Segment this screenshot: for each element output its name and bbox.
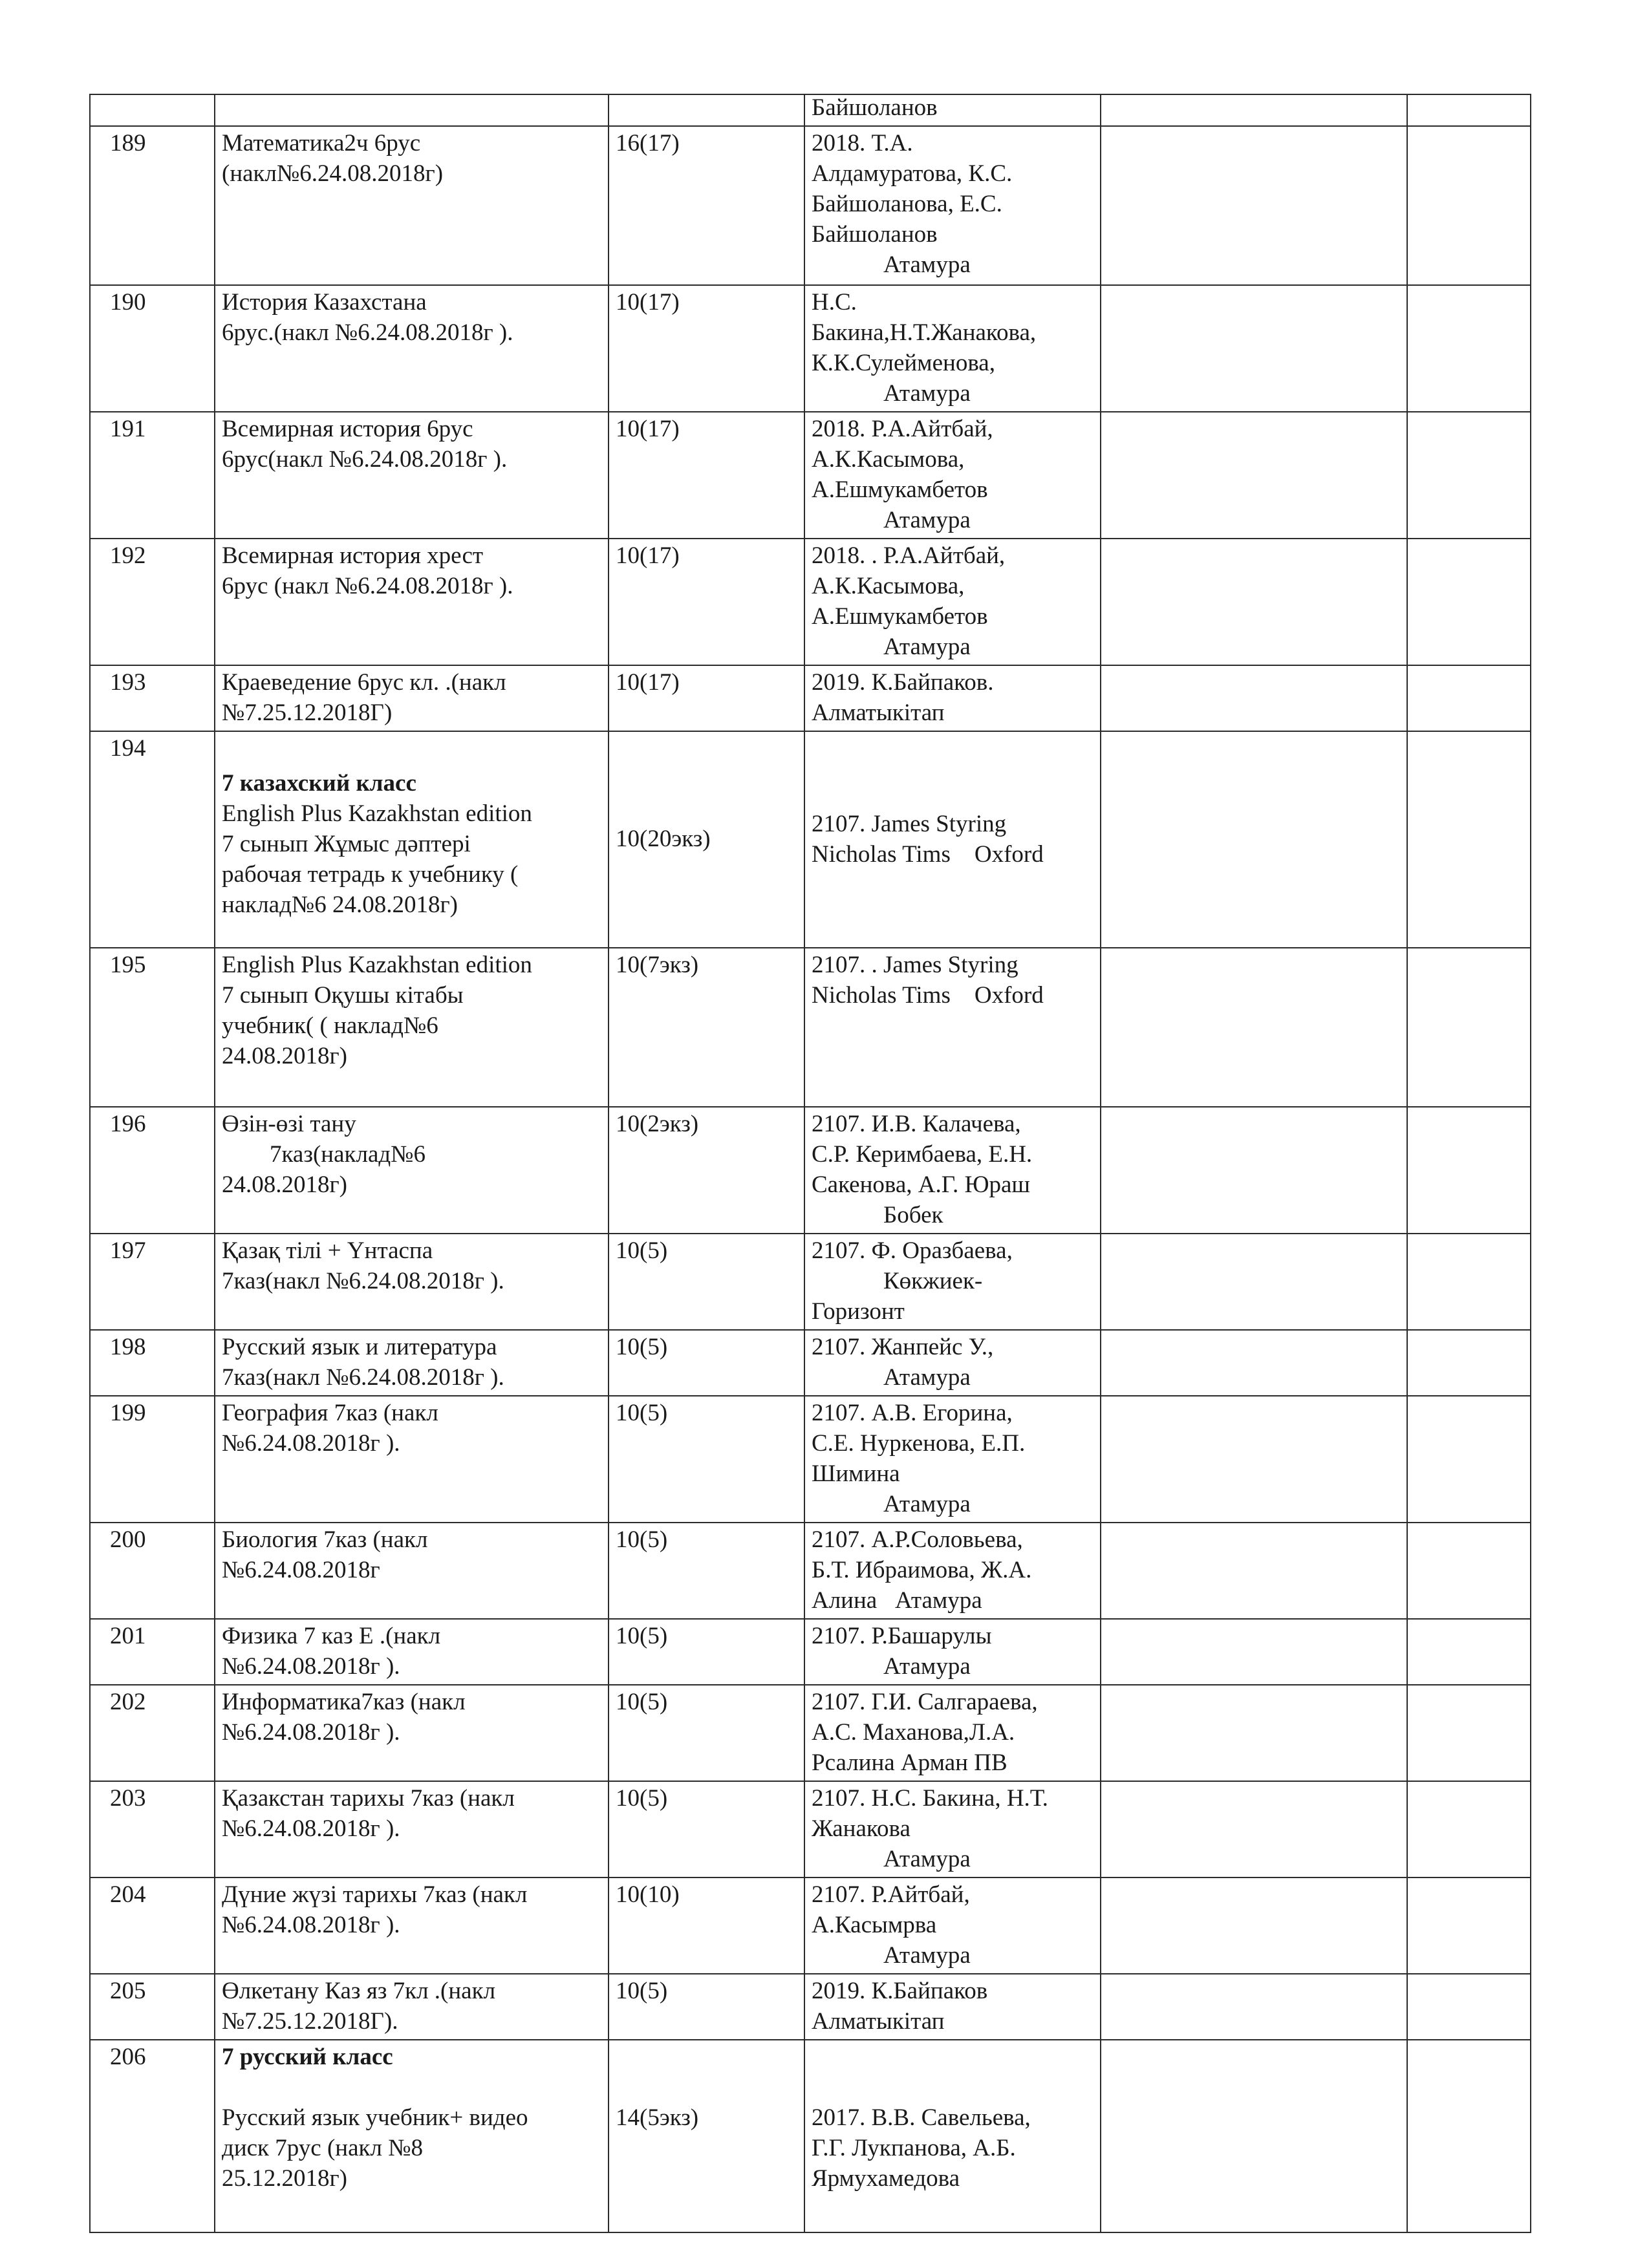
author-line: Байшоланова, Е.С.: [812, 191, 1002, 217]
row-number-cell: 194: [90, 731, 215, 948]
author-line: Бобек: [812, 1202, 943, 1228]
empty-cell: [1101, 2040, 1407, 2232]
title-line: Биология 7каз (накл: [222, 1526, 428, 1553]
spacer: [812, 2042, 1094, 2072]
title-cell: [215, 1619, 609, 1685]
table-row: [90, 1685, 1531, 1781]
empty-cell: [1101, 1107, 1407, 1234]
row-number-cell: 197: [90, 1234, 215, 1330]
title-line: №6.24.08.2018г ).: [222, 1653, 400, 1680]
table-row: [90, 1523, 1531, 1619]
author-line: Бакина,Н.Т.Жанакова,: [812, 319, 1037, 346]
author-line: А.К.Касымова,: [812, 446, 965, 473]
title-cell: [215, 2040, 609, 2232]
author-line: Атамура: [812, 380, 971, 407]
title-line: №6.24.08.2018г ).: [222, 1815, 400, 1842]
author-line: Рсалина Арман ПВ: [812, 1749, 1008, 1776]
author-line: 2018. Р.А.Айтбай,: [812, 416, 993, 442]
empty-cell: [1101, 731, 1407, 948]
author-line: С.Е. Нуркенова, Е.П.: [812, 1430, 1026, 1457]
empty-cell: [1407, 1330, 1531, 1396]
empty-cell: [1101, 1523, 1407, 1619]
title-line: диск 7рус (накл №8: [222, 2135, 423, 2161]
author-line: Атамура: [812, 507, 971, 533]
empty-cell: [1407, 1781, 1531, 1878]
title-line: Краеведение 6рус кл. .(накл: [222, 669, 506, 696]
spacer: [616, 2042, 797, 2072]
author-line: К.К.Сулейменова,: [812, 350, 995, 376]
title-line: География 7каз (накл: [222, 1400, 438, 1426]
row-number-cell: 195: [90, 948, 215, 1107]
table-row: [90, 1781, 1531, 1878]
author-line: Атамура: [812, 1846, 971, 1872]
section-heading: 7 казахский класс: [222, 770, 416, 797]
author-line: 2107. Ф. Оразбаева,: [812, 1237, 1013, 1264]
title-cell: [215, 1878, 609, 1974]
author-line: Nicholas Tims Oxford: [812, 982, 1044, 1009]
quantity-cell: 10(2экз): [609, 1107, 804, 1234]
title-cell: [215, 412, 609, 539]
empty-cell: [1101, 1685, 1407, 1781]
author-publisher-cell: [804, 1781, 1101, 1878]
empty-cell: [1101, 1330, 1407, 1396]
author-line: 2107. А.В. Егорина,: [812, 1400, 1013, 1426]
title-line: Өзін-өзі тану: [222, 1111, 356, 1137]
row-number-cell: 203: [90, 1781, 215, 1878]
title-line: №7.25.12.2018Г): [222, 700, 393, 726]
empty-cell: [1407, 1396, 1531, 1523]
author-line: 2019. К.Байпаков: [812, 1978, 988, 2004]
title-line: №6.24.08.2018г ).: [222, 1719, 400, 1746]
title-line: Математика2ч 6рус: [222, 130, 421, 156]
title-cell: [215, 539, 609, 665]
quantity-cell: 10(5): [609, 1619, 804, 1685]
title-cell: [215, 1781, 609, 1878]
quantity-cell: 10(5): [609, 1330, 804, 1396]
title-line: Информатика7каз (накл: [222, 1689, 466, 1715]
spacer: [812, 2072, 1094, 2102]
author-line: Көкжиек-: [812, 1268, 983, 1294]
author-line: А.Ешмукамбетов: [812, 476, 988, 503]
author-publisher-cell: [804, 94, 1101, 126]
title-line: 24.08.2018г): [222, 1171, 347, 1198]
empty-cell: [1101, 1234, 1407, 1330]
row-number-cell: 192: [90, 539, 215, 665]
title-line: 6рус (накл №6.24.08.2018г ).: [222, 573, 513, 599]
title-cell: [215, 1234, 609, 1330]
quantity-cell: 10(17): [609, 665, 804, 731]
quantity-cell: 10(5): [609, 1974, 804, 2040]
quantity-cell: 10(5): [609, 1781, 804, 1878]
row-number-cell: 204: [90, 1878, 215, 1974]
empty-cell: [1407, 1685, 1531, 1781]
quantity-cell: 10(17): [609, 539, 804, 665]
table-row: [90, 665, 1531, 731]
empty-cell: [1407, 126, 1531, 285]
title-cell: [215, 126, 609, 285]
title-line: (накл№6.24.08.2018г): [222, 160, 444, 187]
author-publisher-cell: [804, 1685, 1101, 1781]
title-line: Қазакстан тарихы 7каз (накл: [222, 1785, 515, 1812]
title-line: №6.24.08.2018г ).: [222, 1430, 400, 1457]
empty-cell: [1101, 412, 1407, 539]
author-line: Атамура: [812, 1653, 971, 1680]
author-line: 2107. Н.С. Бакина, Н.Т.: [812, 1785, 1048, 1812]
empty-cell: [1101, 1781, 1407, 1878]
empty-cell: [1101, 126, 1407, 285]
quantity-cell: 10(10): [609, 1878, 804, 1974]
title-cell: [215, 94, 609, 126]
title-cell: [215, 948, 609, 1107]
quantity-cell: [609, 2040, 804, 2232]
author-line: Байшоланов: [812, 94, 938, 121]
row-number-cell: 191: [90, 412, 215, 539]
empty-cell: [1407, 1878, 1531, 1974]
row-number-cell: 190: [90, 285, 215, 412]
empty-cell: [1101, 948, 1407, 1107]
author-publisher-cell: [804, 731, 1101, 948]
title-line: 6рус.(накл №6.24.08.2018г ).: [222, 319, 513, 346]
table-row: [90, 412, 1531, 539]
title-cell: [215, 1523, 609, 1619]
table-row: [90, 2040, 1531, 2232]
empty-cell: [1101, 1396, 1407, 1523]
table-row: [90, 1330, 1531, 1396]
empty-cell: [1407, 2040, 1531, 2232]
row-number-cell: 206: [90, 2040, 215, 2232]
author-line: 2018. Т.А.: [812, 130, 913, 156]
author-line: 2107. И.В. Калачева,: [812, 1111, 1021, 1137]
empty-cell: [1407, 1234, 1531, 1330]
table-row: [90, 94, 1531, 126]
author-line: Алдамуратова, К.С.: [812, 160, 1013, 187]
author-line: 2107. Г.И. Салгараева,: [812, 1689, 1038, 1715]
table-row: [90, 1234, 1531, 1330]
author-line: Nicholas Tims Oxford: [812, 840, 1044, 868]
author-publisher-cell: [804, 1523, 1101, 1619]
title-line: English Plus Kazakhstan edition: [222, 800, 532, 827]
empty-cell: [1407, 539, 1531, 665]
empty-cell: [1407, 412, 1531, 539]
quantity-cell: 10(5): [609, 1685, 804, 1781]
author-publisher-cell: [804, 2040, 1101, 2232]
table-row: [90, 1878, 1531, 1974]
author-publisher-cell: [804, 1107, 1101, 1234]
author-publisher-cell: [804, 1974, 1101, 2040]
title-line: учебник( ( наклад№6: [222, 1012, 438, 1039]
title-line: Физика 7 каз Е .(накл: [222, 1623, 441, 1649]
author-line: Б.Т. Ибраимова, Ж.А.: [812, 1557, 1032, 1583]
author-line: 2018. . Р.А.Айтбай,: [812, 542, 1006, 569]
title-line: №6.24.08.2018г ).: [222, 1912, 400, 1938]
author-line: Алматыкітап: [812, 700, 945, 726]
row-number-cell: 205: [90, 1974, 215, 2040]
empty-cell: [1407, 285, 1531, 412]
empty-cell: [1407, 1107, 1531, 1234]
author-line: А.Касымрва: [812, 1912, 937, 1938]
table-row: [90, 1619, 1531, 1685]
author-publisher-cell: [804, 412, 1101, 539]
author-publisher-cell: [804, 948, 1101, 1107]
empty-cell: [1101, 94, 1407, 126]
quantity-cell: 10(17): [609, 412, 804, 539]
author-publisher-cell: [804, 1878, 1101, 1974]
empty-cell: [1407, 948, 1531, 1107]
title-line: №7.25.12.2018Г).: [222, 2008, 398, 2035]
title-line: 7 сынып Жұмыс дәптері: [222, 831, 471, 857]
author-line: 2107. Жанпейс У.,: [812, 1334, 994, 1360]
author-publisher-cell: [804, 1619, 1101, 1685]
author-line: Алматыкітап: [812, 2008, 945, 2035]
title-line: рабочая тетрадь к учебнику (: [222, 861, 519, 888]
row-number-cell: 193: [90, 665, 215, 731]
title-line: 25.12.2018г): [222, 2165, 347, 2192]
quantity-cell: 10(5): [609, 1234, 804, 1330]
title-cell: [215, 1107, 609, 1234]
author-line: Шимина: [812, 1460, 900, 1487]
author-line: Атамура: [812, 1364, 971, 1391]
table-row: [90, 126, 1531, 285]
author-line: А.С. Маханова,Л.А.: [812, 1719, 1015, 1746]
title-line: English Plus Kazakhstan edition: [222, 952, 532, 978]
author-line: 2107. Р.Айтбай,: [812, 1881, 970, 1908]
author-line: Атамура: [812, 1491, 971, 1517]
title-cell: [215, 1974, 609, 2040]
empty-cell: [1101, 539, 1407, 665]
table-row: [90, 285, 1531, 412]
author-line: Н.С.: [812, 289, 857, 316]
author-line: Сакенова, А.Г. Юраш: [812, 1171, 1030, 1198]
empty-cell: [1101, 285, 1407, 412]
spacer: [616, 2072, 797, 2102]
row-number-cell: 196: [90, 1107, 215, 1234]
title-cell: [215, 1330, 609, 1396]
author-publisher-cell: [804, 539, 1101, 665]
section-heading: 7 русский класс: [222, 2044, 393, 2070]
title-line: 6рус(накл №6.24.08.2018г ).: [222, 446, 508, 473]
title-cell: [215, 1685, 609, 1781]
author-line: 2019. К.Байпаков.: [812, 669, 994, 696]
author-line: Алина Атамура: [812, 1587, 982, 1614]
quantity-cell: [609, 94, 804, 126]
quantity-value: 14(5экз): [616, 2104, 699, 2131]
title-line: Өлкетану Каз яз 7кл .(накл: [222, 1978, 496, 2004]
quantity-cell: 16(17): [609, 126, 804, 285]
title-line: Қазақ тілі + Үнтаспа: [222, 1237, 433, 1264]
author-line: Байшоланов: [812, 221, 938, 248]
row-number-cell: [90, 94, 215, 126]
author-publisher-cell: [804, 285, 1101, 412]
empty-cell: [1407, 94, 1531, 126]
quantity-cell: [609, 731, 804, 948]
title-line: 7 сынып Оқушы кітабы: [222, 982, 464, 1009]
empty-cell: [1101, 1619, 1407, 1685]
quantity-value: 10(20экз): [616, 826, 711, 852]
author-publisher-cell: [804, 1330, 1101, 1396]
author-line: Жанакова: [812, 1815, 911, 1842]
table-row: [90, 1107, 1531, 1234]
title-cell: [215, 1396, 609, 1523]
empty-cell: [1407, 1974, 1531, 2040]
table-row: [90, 948, 1531, 1107]
empty-cell: [1101, 665, 1407, 731]
row-number-cell: 200: [90, 1523, 215, 1619]
book-inventory-table: [89, 94, 1531, 2233]
table-row: [90, 1396, 1531, 1523]
table-row: [90, 539, 1531, 665]
table-row: [90, 731, 1531, 948]
empty-cell: [1407, 665, 1531, 731]
author-line: 2107. А.Р.Соловьева,: [812, 1526, 1023, 1553]
empty-cell: [1407, 1619, 1531, 1685]
table-row: [90, 1974, 1531, 2040]
title-line: Дүние жүзі тарихы 7каз (накл: [222, 1881, 528, 1908]
title-line: История Казахстана: [222, 289, 427, 316]
author-line: С.Р. Керимбаева, Е.Н.: [812, 1141, 1033, 1168]
author-line: А.К.Касымова,: [812, 573, 965, 599]
row-number-cell: 189: [90, 126, 215, 285]
author-line: Атамура: [812, 1942, 971, 1969]
author-line: 2107. . James Styring: [812, 952, 1018, 978]
spacer: [222, 733, 601, 768]
empty-cell: [1407, 1523, 1531, 1619]
author-line: Атамура: [812, 634, 971, 660]
author-line: Ярмухамедова: [812, 2165, 960, 2192]
title-cell: [215, 285, 609, 412]
title-line: Русский язык и литература: [222, 1334, 497, 1360]
title-line: 24.08.2018г): [222, 1043, 347, 1069]
empty-cell: [1101, 1878, 1407, 1974]
author-line: Атамура: [812, 251, 971, 278]
title-line: 7каз(наклад№6: [222, 1141, 426, 1168]
spacer: [222, 2072, 601, 2102]
quantity-cell: 10(5): [609, 1396, 804, 1523]
row-number-cell: 198: [90, 1330, 215, 1396]
title-cell: [215, 665, 609, 731]
title-line: 7каз(накл №6.24.08.2018г ).: [222, 1268, 504, 1294]
quantity-cell: 10(7экз): [609, 948, 804, 1107]
author-line: 2107. James Styring: [812, 810, 1007, 837]
title-line: наклад№6 24.08.2018г): [222, 892, 458, 918]
title-line: 7каз(накл №6.24.08.2018г ).: [222, 1364, 504, 1391]
row-number-cell: 202: [90, 1685, 215, 1781]
quantity-cell: 10(5): [609, 1523, 804, 1619]
empty-cell: [1101, 1974, 1407, 2040]
author-publisher-cell: [804, 126, 1101, 285]
author-line: 2107. Р.Башарулы: [812, 1623, 992, 1649]
author-publisher-cell: [804, 1396, 1101, 1523]
author-line: 2017. В.В. Савельева,: [812, 2104, 1031, 2131]
quantity-cell: 10(17): [609, 285, 804, 412]
title-line: Всемирная история хрест: [222, 542, 484, 569]
title-line: Всемирная история 6рус: [222, 416, 473, 442]
author-line: А.Ешмукамбетов: [812, 603, 988, 630]
author-publisher-cell: [804, 1234, 1101, 1330]
title-line: №6.24.08.2018г: [222, 1557, 380, 1583]
author-line: Горизонт: [812, 1298, 905, 1325]
author-line: Г.Г. Лукпанова, А.Б.: [812, 2135, 1016, 2161]
title-cell: [215, 731, 609, 948]
author-publisher-cell: [804, 665, 1101, 731]
title-line: Русский язык учебник+ видео: [222, 2104, 528, 2131]
row-number-cell: 199: [90, 1396, 215, 1523]
empty-cell: [1407, 731, 1531, 948]
row-number-cell: 201: [90, 1619, 215, 1685]
